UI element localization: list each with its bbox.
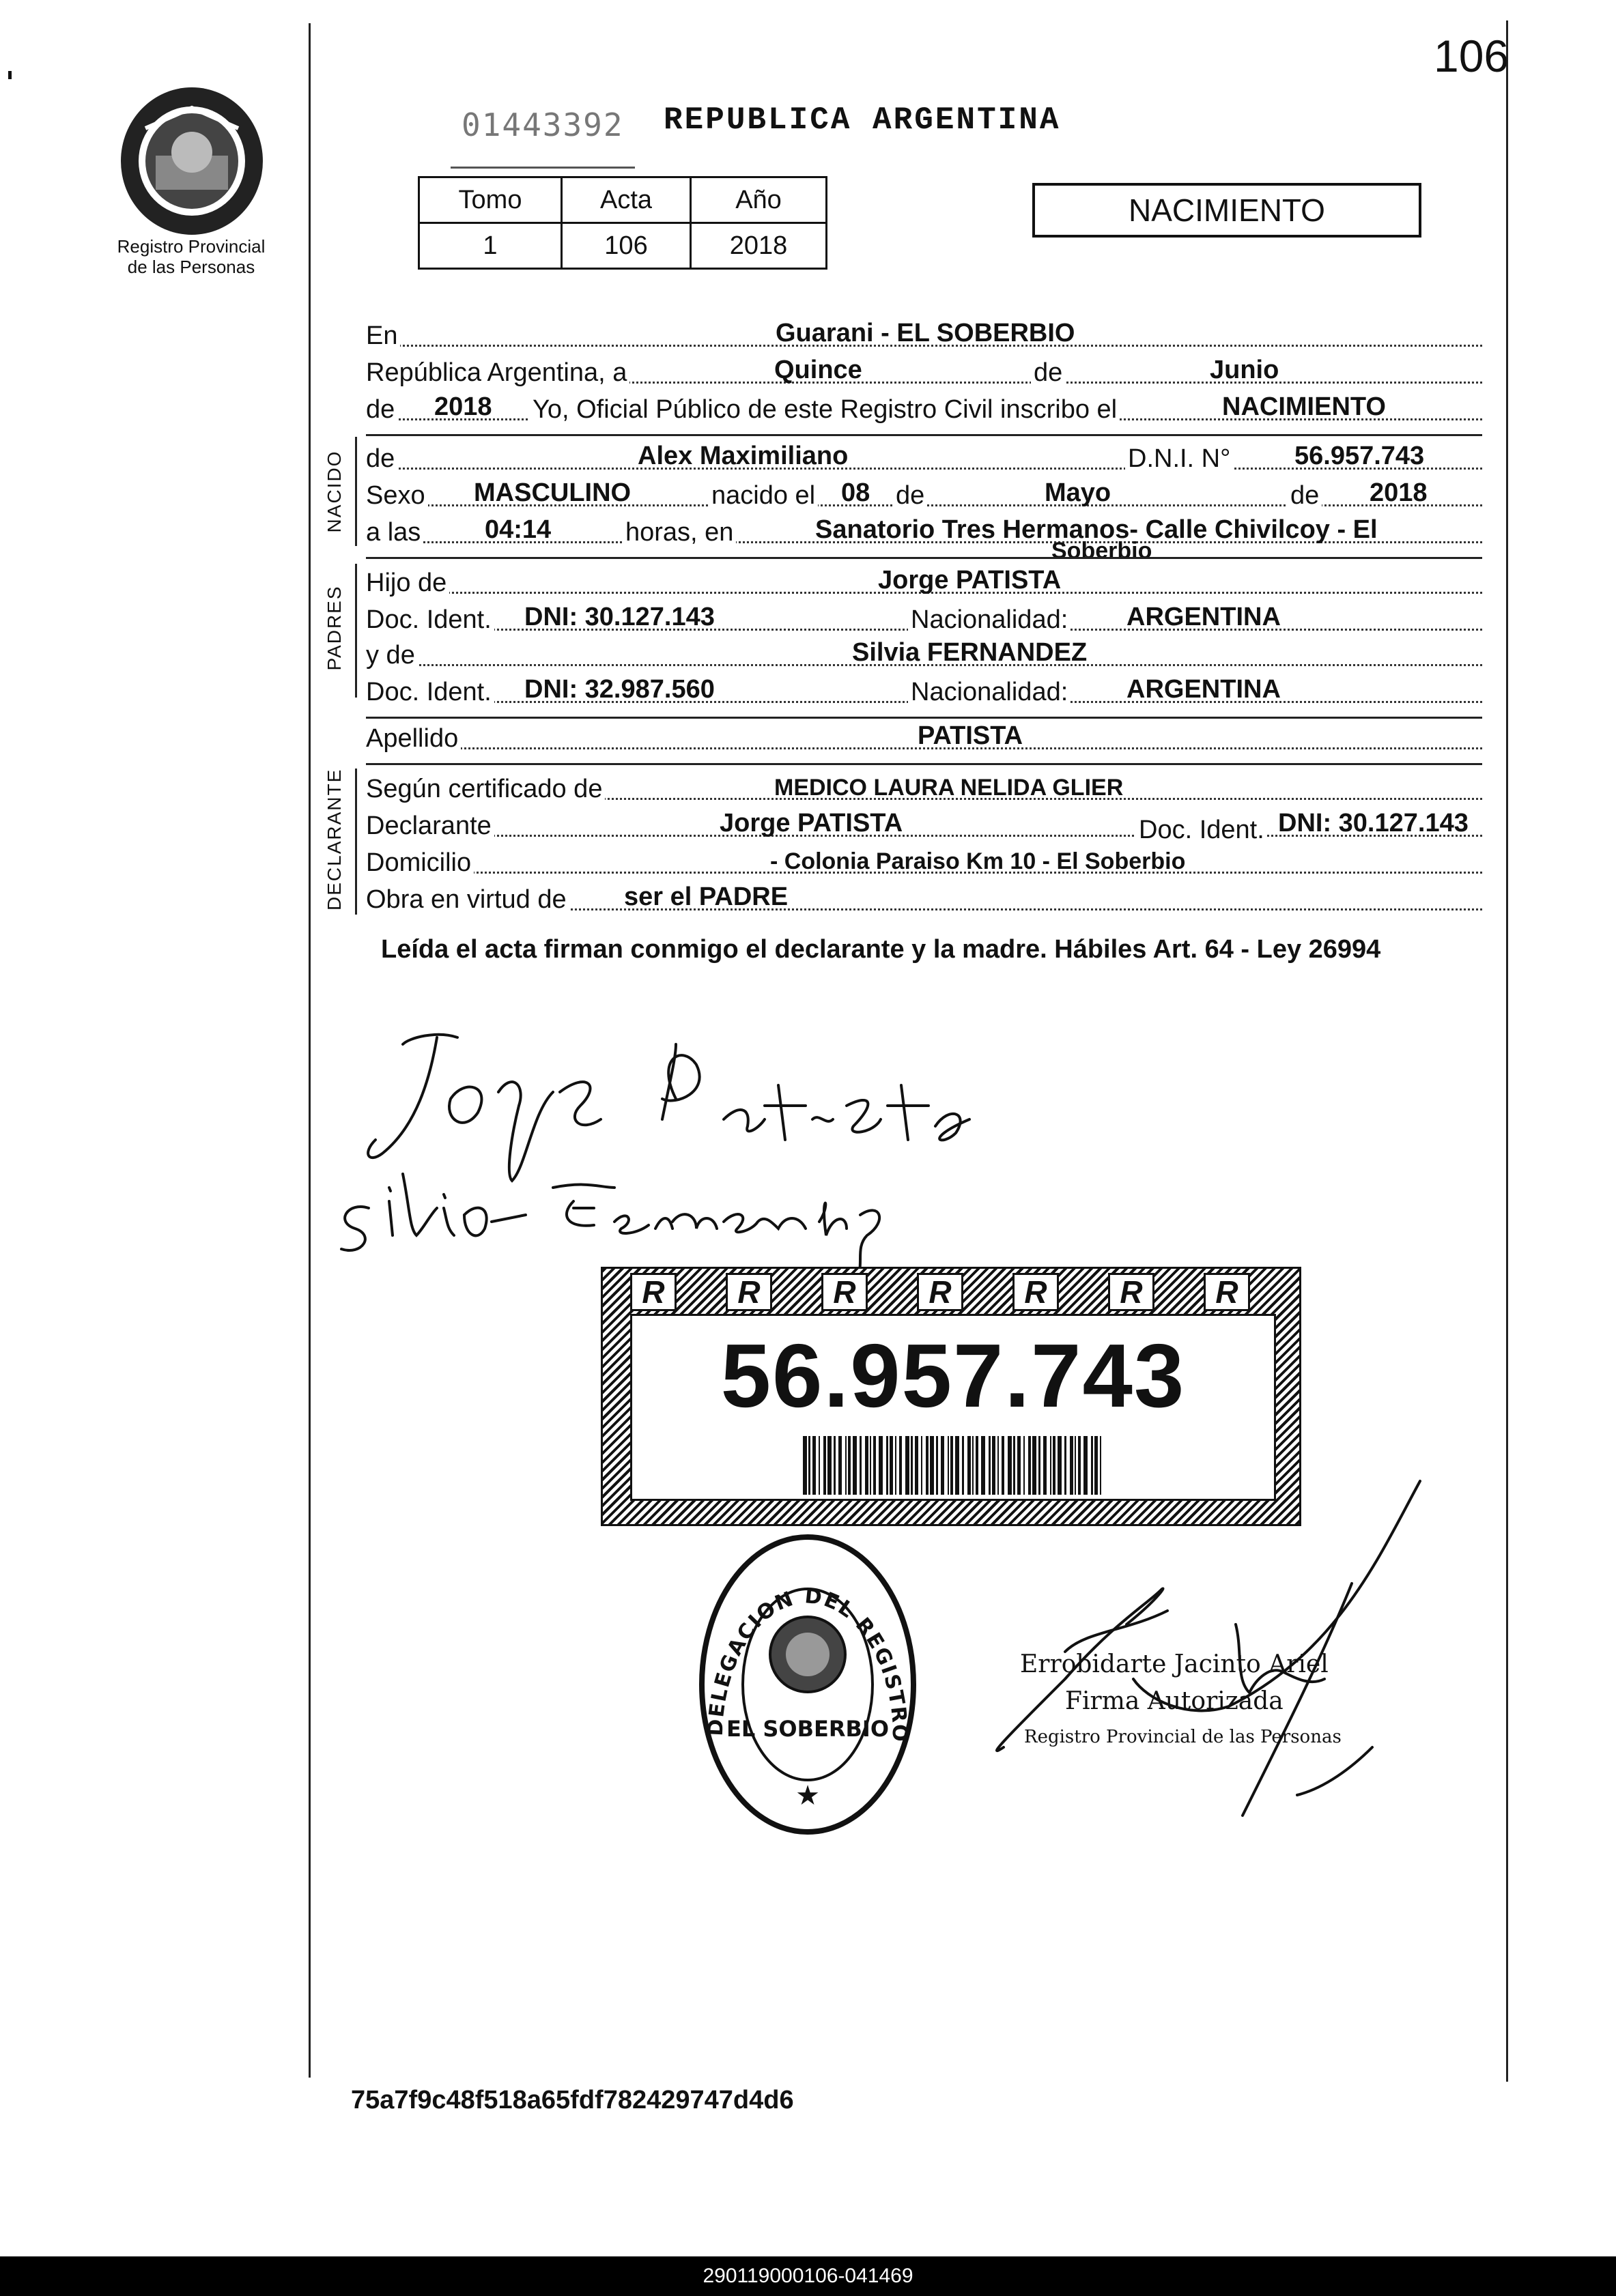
father-doc-value: DNI: 30.127.143 (524, 603, 715, 631)
document-type-box: NACIMIENTO (1032, 183, 1421, 238)
barcode-bar (895, 1436, 896, 1495)
row-nacido-sex (366, 478, 1482, 513)
row-republica (366, 355, 1482, 390)
nacido-el-label: nacido el (709, 481, 818, 511)
barcode-bar (936, 1436, 938, 1495)
row-mother-doc (366, 674, 1482, 710)
sexo-value: MASCULINO (474, 478, 632, 507)
barcode-bar (911, 1436, 913, 1495)
barcode-bar (848, 1436, 851, 1495)
mother-name-value: Silvia FERNANDEZ (852, 638, 1088, 667)
barcode-bar (921, 1436, 922, 1495)
birth-de-label: de (893, 481, 927, 511)
padres-section-label: PADRES (324, 585, 345, 671)
domicilio-value: - Colonia Paraiso Km 10 - El Soberbio (770, 848, 1186, 874)
scan-mark (8, 71, 12, 79)
apellido-value: PATISTA (918, 721, 1023, 750)
star-icon: ★ (795, 1781, 820, 1811)
province-logo (115, 81, 269, 238)
declarante-section-label: DECLARANTE (324, 768, 345, 910)
left-margin-line (309, 23, 311, 2078)
record-header-tomo: Tomo (419, 177, 562, 223)
year-prefix-label: de (366, 395, 397, 425)
child-dni-value: 56.957.743 (1294, 442, 1425, 470)
event-value: NACIMIENTO (1222, 392, 1386, 421)
obra-label: Obra en virtud de (366, 885, 569, 915)
dni-stamp-pattern-letter: R (630, 1273, 677, 1311)
mother-doc-label: Doc. Ident. (366, 678, 494, 707)
declarante-section-line (355, 769, 357, 915)
declarante-label: Declarante (366, 812, 494, 841)
domicilio-label: Domicilio (366, 848, 474, 878)
divider-declarante-top (366, 763, 1482, 765)
logo-caption (89, 236, 294, 277)
alas-label: a las (366, 518, 423, 547)
row-certificado (366, 771, 1482, 807)
serial-number: 01443392 (462, 106, 624, 143)
barcode-bar (865, 1436, 868, 1495)
birth-day-value: 08 (841, 478, 870, 507)
logo-caption-line1: Registro Provincial (117, 236, 266, 257)
official-stamp-center-text: EL SOBERBIO (726, 1716, 890, 1742)
barcode-bar (890, 1436, 893, 1495)
barcode-bar (834, 1436, 836, 1495)
certificado-value: MEDICO LAURA NELIDA GLIER (774, 775, 1124, 801)
certificado-label: Según certificado de (366, 775, 605, 804)
closing-note: Leída el acta firman conmigo el declarante y la madre. Hábiles Art. 64 - Ley 26994 (381, 935, 1381, 964)
dni-stamp-pattern-letter: R (1012, 1273, 1059, 1311)
birth-time-value: 04:14 (485, 515, 552, 544)
dni-stamp-pattern-letter: R (726, 1273, 772, 1311)
oficial-text: Yo, Oficial Público de este Registro Civil inscribo el (528, 395, 1120, 425)
document-hash: 75a7f9c48f518a65fdf782429747d4d6 (351, 2086, 794, 2114)
birth-month-value: Mayo (1045, 478, 1111, 507)
misiones-coat-of-arms-icon (115, 81, 269, 238)
en-label: En (366, 321, 400, 351)
row-y-de (366, 637, 1482, 673)
record-value-acta: 106 (562, 223, 691, 269)
nacido-section-line (355, 437, 357, 546)
record-header-anio: Año (691, 177, 827, 223)
page-number: 106 (1434, 31, 1509, 81)
row-apellido (366, 721, 1482, 756)
day-value: Quince (774, 356, 862, 384)
sexo-label: Sexo (366, 481, 428, 511)
official-stamp-ring-text: DELEGACION DEL REGISTRO (703, 1584, 912, 1743)
barcode-bar (812, 1436, 816, 1495)
obra-value: ser el PADRE (624, 882, 789, 911)
row-year (366, 392, 1482, 427)
barcode-bar (860, 1436, 862, 1495)
birth-place-value: Sanatorio Tres Hermanos- Calle Chivilcoy - El (815, 515, 1378, 544)
country-title: REPUBLICA ARGENTINA (664, 102, 1061, 138)
mother-doc-value: DNI: 32.987.560 (524, 675, 715, 704)
barcode-bar (819, 1436, 820, 1495)
barcode-bar (915, 1436, 918, 1495)
declarante-value: Jorge PATISTA (720, 809, 903, 837)
barcode-bar (886, 1436, 888, 1495)
apellido-label: Apellido (366, 724, 461, 754)
row-obra (366, 882, 1482, 917)
row-en (366, 318, 1482, 354)
declarante-doc-label: Doc. Ident. (1135, 816, 1267, 845)
row-domicilio (366, 845, 1482, 880)
barcode-bar (905, 1436, 909, 1495)
father-nac-label: Nacionalidad: (908, 605, 1071, 635)
mother-nac-label: Nacionalidad: (908, 678, 1071, 707)
horas-label: horas, en (623, 518, 736, 547)
logo-caption-line2: de las Personas (127, 257, 255, 277)
barcode-bar (853, 1436, 857, 1495)
en-value: Guarani - EL SOBERBIO (776, 319, 1075, 347)
dni-stamp-pattern-letter: R (1204, 1273, 1250, 1311)
mother-signature (328, 1160, 901, 1283)
republica-label: República Argentina, a (366, 358, 629, 388)
y-de-label: y de (366, 641, 418, 670)
record-header-acta: Acta (562, 177, 691, 223)
year-value: 2018 (434, 392, 492, 421)
barcode-bar (827, 1436, 832, 1495)
padres-section-line (355, 564, 357, 698)
row-nacido-time (366, 515, 1482, 550)
barcode-bar (870, 1436, 871, 1495)
right-margin-line (1506, 20, 1508, 2082)
month-value: Junio (1210, 356, 1279, 384)
barcode-bar (823, 1436, 826, 1495)
official-stamp (695, 1532, 920, 1837)
dni-label: D.N.I. N° (1125, 444, 1233, 474)
dni-stamp-inner (630, 1314, 1276, 1501)
divider-nacido-top (366, 434, 1482, 436)
record-value-tomo: 1 (419, 223, 562, 269)
barcode-bar (808, 1436, 810, 1495)
dni-stamp-pattern-letter: R (1108, 1273, 1154, 1311)
row-nacido-name (366, 441, 1482, 476)
dni-stamp-number: 56.957.743 (720, 1325, 1186, 1426)
barcode-bar (879, 1436, 883, 1495)
father-doc-label: Doc. Ident. (366, 605, 494, 635)
dni-stamp-pattern-letter: R (917, 1273, 963, 1311)
barcode-bar (926, 1436, 929, 1495)
barcode-bar (873, 1436, 876, 1495)
record-table-value-row (419, 223, 827, 269)
footer-barcode-bar: 290119000106-041469 (0, 2256, 1616, 2296)
row-hijo-de (366, 565, 1482, 601)
nacido-section-label: NACIDO (324, 450, 345, 533)
de-label: de (1031, 358, 1065, 388)
birth-year-value: 2018 (1370, 478, 1428, 507)
official-org: Registro Provincial de las Personas (1024, 1727, 1342, 1747)
birth-de-label-2: de (1288, 481, 1322, 511)
dni-stamp-pattern-letter: R (821, 1273, 868, 1311)
record-table-header-row (419, 177, 827, 223)
record-value-anio: 2018 (691, 223, 827, 269)
mother-nac-value: ARGENTINA (1126, 675, 1281, 704)
row-father-doc (366, 602, 1482, 637)
serial-underline (451, 167, 635, 169)
official-name: Errobidarte Jacinto Ariel (1020, 1650, 1329, 1678)
barcode-bar (899, 1436, 902, 1495)
official-title: Firma Autorizada (1065, 1687, 1284, 1715)
barcode-bar (930, 1436, 934, 1495)
hijo-de-label: Hijo de (366, 569, 449, 598)
barcode-bar (803, 1436, 807, 1495)
father-name-value: Jorge PATISTA (878, 566, 1062, 594)
row-declarante (366, 808, 1482, 844)
divider-apellido-top (366, 717, 1482, 719)
birth-place-continued: Soberbio (1051, 538, 1152, 564)
father-nac-value: ARGENTINA (1126, 603, 1281, 631)
divider-padres-top (366, 557, 1482, 559)
barcode-bar (838, 1436, 842, 1495)
nacido-de-label: de (366, 444, 397, 474)
declarante-doc-value: DNI: 30.127.143 (1278, 809, 1469, 837)
barcode-bar (845, 1436, 847, 1495)
child-name-value: Alex Maximiliano (638, 442, 849, 470)
record-table (418, 176, 827, 270)
